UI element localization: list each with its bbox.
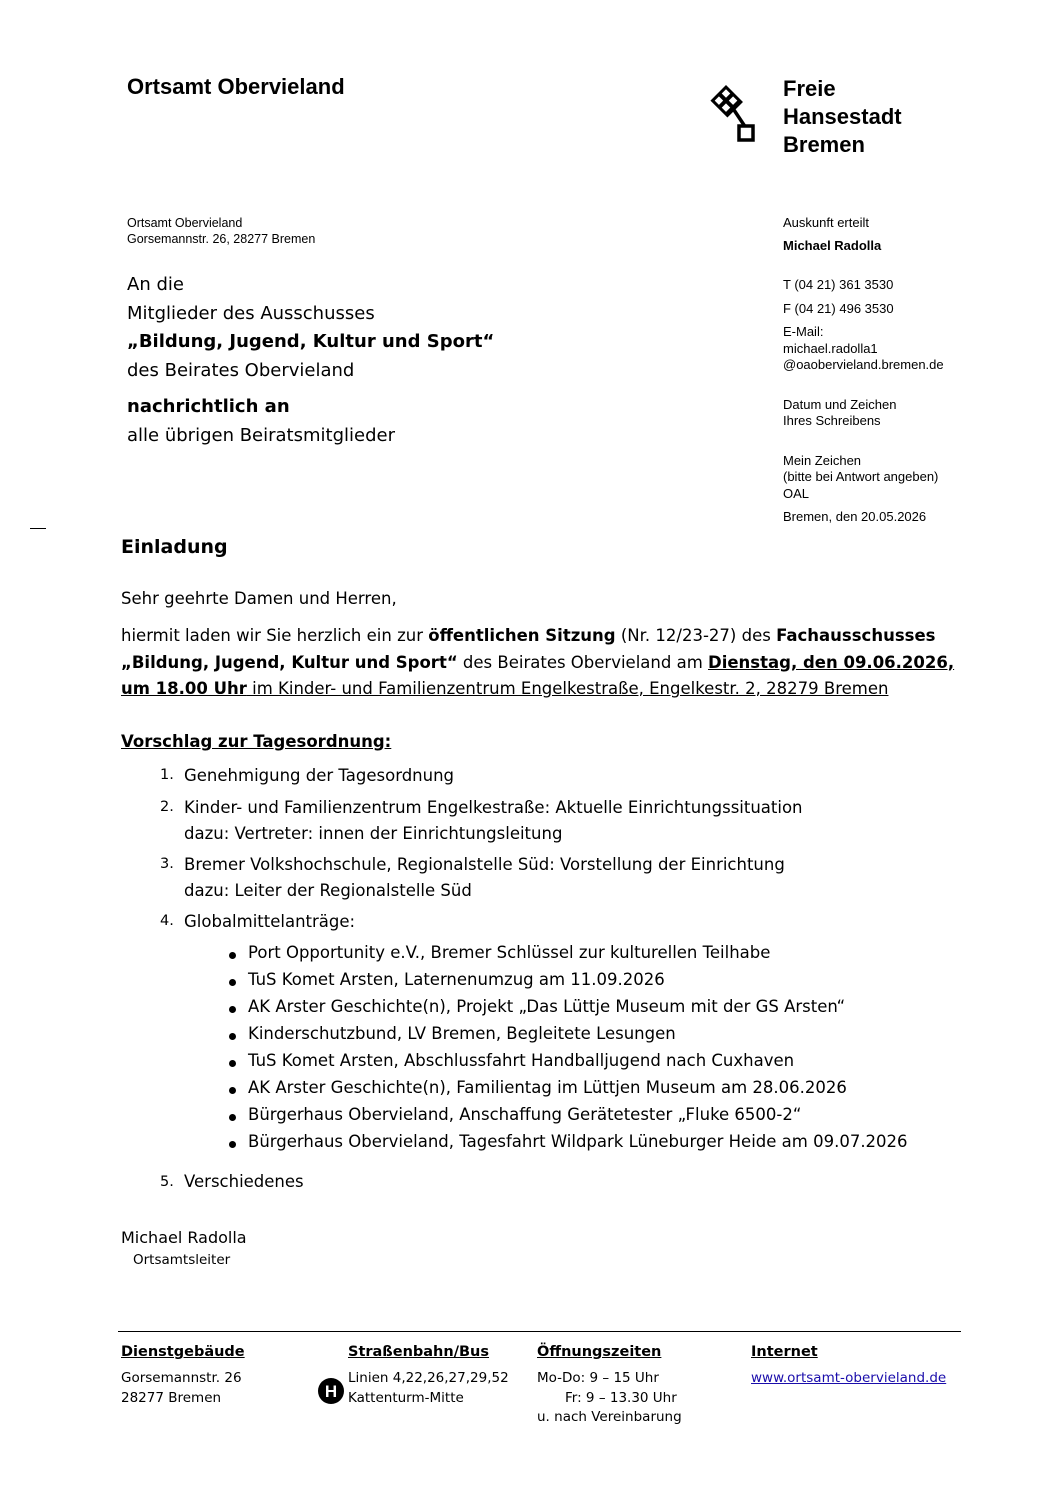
addressee-line-3: „Bildung, Jugend, Kultur und Sport“ <box>127 331 495 352</box>
bullet-icon <box>229 1141 236 1148</box>
footer-hours-line-1: Mo-Do: 9 – 15 Uhr <box>537 1370 659 1386</box>
bus-stop-icon <box>317 1377 345 1405</box>
greeting: Sehr geehrte Damen und Herren, <box>121 589 397 608</box>
city-name <box>783 75 902 159</box>
intro-paragraph <box>121 623 981 703</box>
sender-line-2: Gorsemannstr. 26, 28277 Bremen <box>127 232 316 246</box>
addressee-block <box>127 271 494 385</box>
bullet-icon <box>229 1006 236 1013</box>
cc-block <box>127 393 395 450</box>
cc-label: nachrichtlich an <box>127 396 290 417</box>
signature-name: Michael Radolla <box>121 1228 247 1247</box>
intro-part-5: „Bildung, Jugend, Kultur und Sport“ <box>121 652 458 672</box>
info-my-ref-value: OAL <box>783 485 810 501</box>
footer-transit-line-2: Kattenturm-Mitte <box>348 1390 464 1406</box>
sender-line-1: Ortsamt Obervieland <box>127 216 243 230</box>
fold-mark <box>30 528 46 529</box>
info-label: Auskunft erteilt <box>783 215 869 230</box>
info-my-ref-note: (bitte bei Antwort angeben) <box>783 469 939 484</box>
cc-text: alle übrigen Beiratsmitglieder <box>127 424 395 446</box>
intro-part-9: im Kinder- und Familienzentrum Engelkestraße, Engelkestr. 2, 28279 Bremen <box>246 679 889 698</box>
agenda-item-3: Bremer Volkshochschule, Regionalstelle Süd: Vorstellung der Einrichtung <box>184 855 785 874</box>
intro-part-8: um 18.00 Uhr <box>121 679 247 698</box>
city-line-1: Freie <box>783 76 836 101</box>
grant-item-1: Port Opportunity e.V., Bremer Schlüssel zur kulturellen Teilhabe <box>248 943 771 962</box>
footer-office-line-1: Gorsemannstr. 26 <box>121 1370 242 1386</box>
footer-hours-heading: Öffnungszeiten <box>537 1344 662 1360</box>
info-email-label: E-Mail: <box>783 324 824 339</box>
grant-item-3: AK Arster Geschichte(n), Projekt „Das Lüttje Museum mit der GS Arsten“ <box>248 997 846 1016</box>
info-fax: F (04 21) 496 3530 <box>783 300 894 316</box>
info-ref-label-2: Ihres Schreibens <box>783 413 881 428</box>
letter-title: Einladung <box>121 536 228 558</box>
bremen-key-icon <box>708 84 758 146</box>
agenda-heading: Vorschlag zur Tagesordnung: <box>121 732 392 751</box>
grant-item-2: TuS Komet Arsten, Laternenumzug am 11.09.2026 <box>248 970 665 989</box>
info-my-ref-label: Mein Zeichen <box>783 452 862 468</box>
org-title: Ortsamt Obervieland <box>127 74 345 99</box>
info-name: Michael Radolla <box>783 237 882 253</box>
intro-part-7: Dienstag, den 09.06.2026, <box>708 652 955 672</box>
footer-office-line-2: 28277 Bremen <box>121 1390 222 1406</box>
bus-stop-letter: H <box>324 1382 338 1401</box>
bullet-icon <box>229 1060 236 1067</box>
agenda-num-2: 2. <box>160 799 174 815</box>
bullet-icon <box>229 1114 236 1121</box>
bullet-icon <box>229 1087 236 1094</box>
agenda-num-5: 5. <box>160 1174 174 1190</box>
agenda-num-1: 1. <box>160 767 174 783</box>
bullet-icon <box>229 979 236 986</box>
footer-hours-line-3: u. nach Vereinbarung <box>537 1409 682 1425</box>
info-phone: T (04 21) 361 3530 <box>783 277 894 292</box>
agenda-num-4: 4. <box>160 913 174 929</box>
city-line-3: Bremen <box>783 132 865 157</box>
intro-part-3: (Nr. 12/23-27) des <box>615 626 777 645</box>
agenda-item-5: Verschiedenes <box>184 1172 304 1191</box>
footer-divider <box>118 1331 961 1332</box>
footer-hours-line-2: Fr: 9 – 13.30 Uhr <box>565 1390 677 1406</box>
footer-web-heading: Internet <box>751 1344 818 1360</box>
bullet-icon <box>229 952 236 959</box>
agenda-item-4: Globalmittelanträge: <box>184 912 356 931</box>
website-link[interactable]: www.ortsamt-obervieland.de <box>751 1370 947 1386</box>
agenda-item-2-detail: dazu: Vertreter: innen der Einrichtungsleitung <box>184 824 563 843</box>
info-email-line-2: @oaobervieland.bremen.de <box>783 357 944 372</box>
sender-address <box>127 215 315 247</box>
agenda-item-2: Kinder- und Familienzentrum Engelkestraße: Aktuelle Einrichtungssituation <box>184 798 803 817</box>
agenda-item-3-detail: dazu: Leiter der Regionalstelle Süd <box>184 881 472 900</box>
grant-item-7: Bürgerhaus Obervieland, Anschaffung Gerätetester „Fluke 6500-2“ <box>248 1105 802 1124</box>
addressee-line-4: des Beirates Obervieland <box>127 359 355 381</box>
footer-web-line <box>751 1368 946 1388</box>
intro-part-4: Fachausschusses <box>776 626 936 645</box>
grant-item-5: TuS Komet Arsten, Abschlussfahrt Handballjugend nach Cuxhaven <box>248 1051 795 1070</box>
info-ref-label-1: Datum und Zeichen <box>783 396 897 412</box>
intro-part-1: hiermit laden wir Sie herzlich ein zur <box>121 626 429 645</box>
contact-info-column <box>783 215 1013 526</box>
city-line-2: Hansestadt <box>783 104 902 129</box>
agenda-num-3: 3. <box>160 856 174 872</box>
bullet-icon <box>229 1033 236 1040</box>
agenda-item-1: Genehmigung der Tagesordnung <box>184 766 455 785</box>
info-date: Bremen, den 20.05.2026 <box>783 509 927 524</box>
addressee-line-2: Mitglieder des Ausschusses <box>127 302 375 324</box>
footer-office-heading: Dienstgebäude <box>121 1344 245 1360</box>
signature-role: Ortsamtsleiter <box>133 1252 231 1268</box>
footer-transit-heading: Straßenbahn/Bus <box>348 1344 490 1360</box>
footer-transit-line-1: Linien 4,22,26,27,29,52 <box>348 1370 509 1386</box>
intro-part-6: des Beirates Obervieland am <box>457 652 709 672</box>
grant-item-4: Kinderschutzbund, LV Bremen, Begleitete Lesungen <box>248 1024 676 1043</box>
intro-part-2: öffentlichen Sitzung <box>428 626 616 645</box>
info-email-line-1: michael.radolla1 <box>783 340 878 356</box>
grant-item-8: Bürgerhaus Obervieland, Tagesfahrt Wildpark Lüneburger Heide am 09.07.2026 <box>248 1132 908 1151</box>
grant-item-6: AK Arster Geschichte(n), Familientag im Lüttjen Museum am 28.06.2026 <box>248 1078 847 1097</box>
addressee-line-1: An die <box>127 274 184 295</box>
